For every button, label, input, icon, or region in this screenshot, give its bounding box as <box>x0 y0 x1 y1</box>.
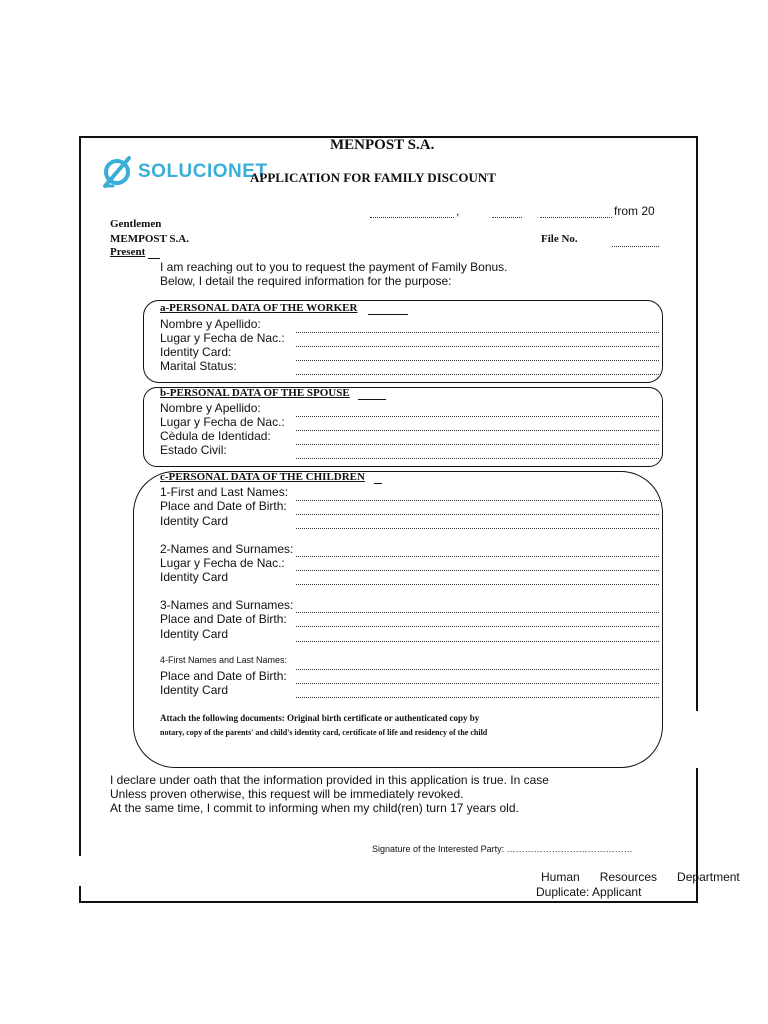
children-heading-underline <box>374 483 382 484</box>
date-month-field[interactable] <box>540 217 612 218</box>
children-heading: c-PERSONAL DATA OF THE CHILDREN <box>160 471 365 483</box>
child4-birth-label: Place and Date of Birth: <box>160 669 287 683</box>
child1-birth-label: Place and Date of Birth: <box>160 499 287 513</box>
attach-note-line-1: Attach the following documents: Original birth certificate or authenticated copy by <box>160 713 480 723</box>
child4-id-field[interactable] <box>296 697 659 698</box>
date-day-field[interactable] <box>492 217 522 218</box>
worker-heading: a-PERSONAL DATA OF THE WORKER <box>160 302 358 314</box>
intro-line-2: Below, I detail the required information for the purpose: <box>160 274 452 288</box>
child1-birth-field[interactable] <box>296 514 659 515</box>
worker-name-field[interactable] <box>296 332 659 333</box>
file-no-label: File No. <box>541 233 578 245</box>
attach-note-line-2: notary, copy of the parents' and child's identity card, certificate of life and residency of the child <box>160 728 488 737</box>
child4-birth-field[interactable] <box>296 683 659 684</box>
company-name: MENPOST S.A. <box>330 137 435 153</box>
worker-heading-underline <box>368 314 408 315</box>
present-underline <box>148 258 160 259</box>
address-company: MEMPOST S.A. <box>110 233 189 245</box>
child2-id-label: Identity Card <box>160 570 229 584</box>
worker-id-field[interactable] <box>296 360 659 361</box>
child2-name-field[interactable] <box>296 556 659 557</box>
spouse-birth-label: Lugar y Fecha de Nac.: <box>160 415 285 429</box>
child3-name-field[interactable] <box>296 612 659 613</box>
form-title: APPLICATION FOR FAMILY DISCOUNT <box>250 170 496 185</box>
date-place-field[interactable] <box>370 217 454 218</box>
child2-id-field[interactable] <box>296 584 659 585</box>
spouse-name-label: Nombre y Apellido: <box>160 401 261 415</box>
spouse-heading-underline <box>358 399 386 400</box>
spouse-civil-field[interactable] <box>296 458 659 459</box>
greeting: Gentlemen <box>110 218 162 230</box>
worker-birth-field[interactable] <box>296 346 659 347</box>
spouse-civil-label: Estado Civil: <box>160 443 227 457</box>
worker-birth-label: Lugar y Fecha de Nac.: <box>160 331 285 345</box>
child3-name-label: 3-Names and Surnames: <box>160 598 294 612</box>
child4-id-label: Identity Card <box>160 683 229 697</box>
date-comma: , <box>456 204 460 218</box>
child3-birth-field[interactable] <box>296 626 659 627</box>
worker-marital-field[interactable] <box>296 374 659 375</box>
child3-birth-label: Place and Date of Birth: <box>160 612 287 626</box>
child4-name-field[interactable] <box>296 669 659 670</box>
address-present: Present <box>110 246 146 258</box>
copy-human-resources: Human Resources Department <box>541 870 740 884</box>
worker-id-label: Identity Card: <box>160 345 232 359</box>
declaration-line-1: I declare under oath that the information provided in this application is true. In case <box>110 773 549 787</box>
spouse-id-field[interactable] <box>296 444 659 445</box>
date-year-label: from 20 <box>614 204 655 218</box>
child1-name-field[interactable] <box>296 500 659 501</box>
child2-name-label: 2-Names and Surnames: <box>160 542 294 556</box>
file-no-field[interactable] <box>612 246 659 247</box>
worker-marital-label: Marital Status: <box>160 359 237 373</box>
child3-id-field[interactable] <box>296 641 659 642</box>
signature-line[interactable]: Signature of the Interested Party: …………………………………… <box>372 844 633 854</box>
spouse-heading: b-PERSONAL DATA OF THE SPOUSE <box>160 387 350 399</box>
logo-text: SOLUCIONET <box>138 161 268 182</box>
solucionet-logo-icon <box>100 153 134 191</box>
child2-birth-field[interactable] <box>296 570 659 571</box>
child1-id-label: Identity Card <box>160 514 229 528</box>
child1-name-label: 1-First and Last Names: <box>160 485 289 499</box>
spouse-birth-field[interactable] <box>296 430 659 431</box>
declaration-line-2: Unless proven otherwise, this request will be immediately revoked. <box>110 787 464 801</box>
child2-birth-label: Lugar y Fecha de Nac.: <box>160 556 285 570</box>
worker-name-label: Nombre y Apellido: <box>160 317 261 331</box>
spouse-id-label: Cèdula de Identidad: <box>160 429 271 443</box>
form-frame-bottom <box>79 901 698 903</box>
child4-name-label: 4-First Names and Last Names: <box>160 655 288 665</box>
child1-id-field[interactable] <box>296 528 659 529</box>
declaration-line-3: At the same time, I commit to informing when my child(ren) turn 17 years old. <box>110 801 519 815</box>
intro-line-1: I am reaching out to you to request the payment of Family Bonus. <box>160 260 508 274</box>
spouse-name-field[interactable] <box>296 416 659 417</box>
copy-duplicate-applicant: Duplicate: Applicant <box>536 885 642 899</box>
form-frame-left <box>79 136 81 856</box>
child3-id-label: Identity Card <box>160 627 229 641</box>
company-logo <box>100 153 268 191</box>
form-frame-right <box>696 136 698 711</box>
